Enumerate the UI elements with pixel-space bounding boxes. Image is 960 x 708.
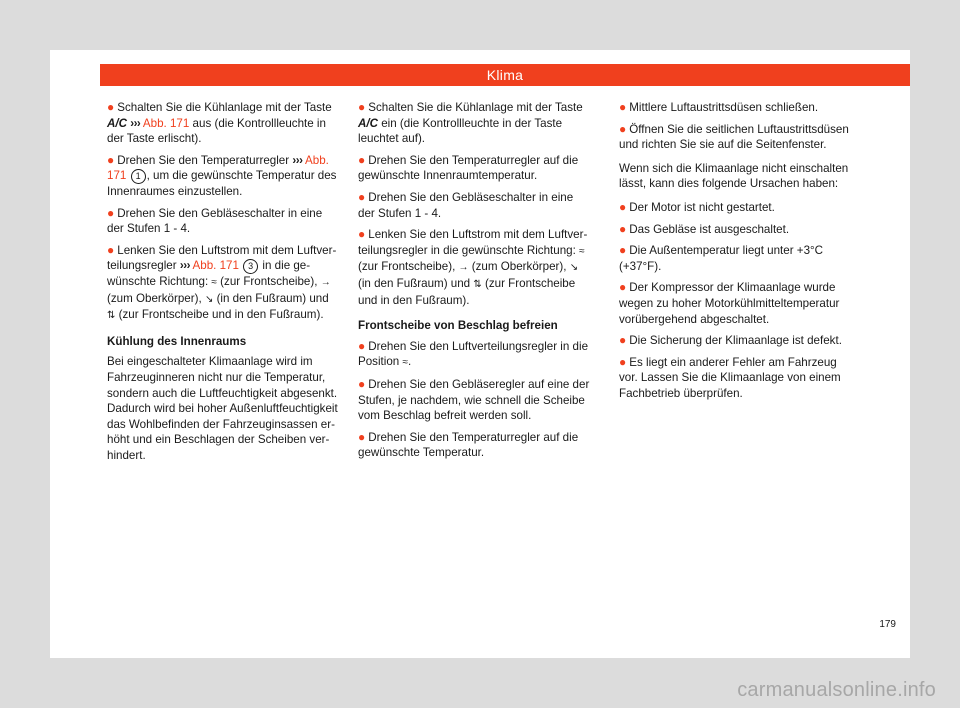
step-airflow: ● Lenken Sie den Luftstrom mit dem Luftverteilungsregler ››› Abb. 171 3 in die gewünschte Richtung: ≈ (zur Frontscheibe), → (zum Oberkörper), ↘ (in den Fußraum) und ⇅ (zur Frontscheibe und in den Fußraum).	[107, 243, 339, 324]
bullet: ●	[619, 100, 627, 114]
manual-page	[50, 50, 910, 658]
troubleshoot-intro: Wenn sich die Klimaanlage nicht einschalten lässt, kann dies folgende Ursachen haben:	[619, 161, 849, 191]
step-open-side-vents: ● Öffnen Sie die seitlichen Luftaustrittsdüsen und richten Sie sie auf die Seitenfenster.	[619, 121, 849, 152]
cause-item: ● Das Gebläse ist ausgeschaltet.	[619, 221, 790, 236]
figure-reference-link[interactable]: Abb. 171	[107, 153, 329, 183]
callout-number: 1	[131, 169, 146, 184]
windshield-footwell-icon: ⇅	[107, 310, 116, 322]
page-number: 179	[879, 619, 896, 630]
bullet: ●	[107, 152, 115, 167]
watermark: carmanualsonline.info	[737, 679, 936, 701]
bullet: ●	[358, 376, 366, 391]
bullet: ●	[358, 152, 366, 167]
paragraph-cooling: Bei eingeschalteter Klimaanlage wird im Fahrzeuginneren nicht nur die Temperatur, sondern auch die Luftfeuchtigkeit abgesenkt. Dadurch wird bei hoher Außenluftfeuchtigkeit das Wohlbefinden der Fahrzeuginsassen erhöht und ein Beschlagen der Scheiben verhindert.	[107, 355, 338, 462]
reference-arrow: ›››	[292, 153, 303, 167]
step-airflow: ● Lenken Sie den Luftstrom mit dem Luftverteilungsregler in die gewünschte Richtung: ≈ (zur Frontscheibe), → (zum Oberkörper), ↘ (in den Fußraum) und ⇅ (zur Frontscheibe und in den Fußraum).	[358, 227, 588, 307]
bullet: ●	[358, 227, 366, 242]
step-temperature: ● Drehen Sie den Temperaturregler auf die gewünschte Innenraumtemperatur.	[358, 152, 579, 183]
upper-body-icon: →	[458, 262, 469, 274]
step-ac-off: ● Schalten Sie die Kühlanlage mit der Taste A/C ››› Abb. 171 aus (die Kontrollleuchte in der Taste erlischt).	[107, 100, 332, 146]
cause-item: ● Die Sicherung der Klimaanlage ist defekt.	[619, 333, 842, 348]
callout-number: 3	[243, 259, 258, 274]
bullet: ●	[107, 242, 115, 257]
reference-arrow: ›››	[179, 259, 190, 273]
windshield-footwell-icon: ⇅	[473, 278, 482, 290]
cause-item: ● Es liegt ein anderer Fehler am Fahrzeug vor. Lassen Sie die Klimaanlage von einem Fachbetrieb überprüfen.	[619, 354, 841, 400]
bullet: ●	[107, 100, 115, 114]
cause-item: ● Der Kompressor der Klimaanlage wurde wegen zu hoher Motorkühlmitteltemperatur vorübergehend abgeschaltet.	[619, 280, 840, 326]
step-close-vents: ● Mittlere Luftaustrittsdüsen schließen.	[619, 100, 819, 114]
cause-item: ● Der Motor ist nicht gestartet.	[619, 199, 775, 214]
subheading-defog: Frontscheibe von Beschlag befreien	[358, 319, 558, 333]
bullet: ●	[107, 205, 115, 220]
step-defog-temperature: ● Drehen Sie den Temperaturregler auf die gewünschte Temperatur.	[358, 429, 579, 460]
footwell-icon: ↘	[569, 262, 579, 274]
step-blower: ● Drehen Sie den Gebläseschalter in eine der Stufen 1 - 4.	[107, 205, 323, 236]
footwell-icon: ↘	[204, 293, 214, 305]
ac-key-label: A/C	[358, 116, 378, 130]
cause-item: ● Die Außentemperatur liegt unter +3°C (+37°F).	[619, 243, 824, 273]
bullet: ●	[358, 338, 366, 353]
step-blower: ● Drehen Sie den Gebläseschalter in eine der Stufen 1 - 4.	[358, 189, 574, 220]
windshield-icon: ≈	[402, 357, 408, 369]
section-header	[100, 64, 910, 86]
windshield-icon: ≈	[579, 245, 585, 257]
bullet: ●	[619, 121, 627, 136]
windshield-icon: ≈	[211, 276, 217, 288]
bullet: ●	[358, 100, 366, 114]
subheading-cooling: Kühlung des Innenraums	[107, 334, 247, 348]
upper-body-icon: →	[320, 276, 331, 288]
step-temperature: ● Drehen Sie den Temperaturregler ››› Abb. 171 1 , um die gewünschte Temperatur des Innenraumes einzustellen.	[107, 152, 337, 198]
column-1	[107, 100, 339, 469]
step-defog-position: ● Drehen Sie den Luftverteilungsregler in die Position ≈.	[358, 339, 590, 371]
ac-key-label: A/C	[107, 116, 127, 130]
reference-arrow: ›››	[130, 116, 141, 130]
bullet: ●	[358, 189, 366, 204]
bullet: ●	[358, 429, 366, 444]
step-defog-blower: ● Drehen Sie den Gebläseregler auf eine der Stufen, je nachdem, wie schnell die Scheibe vom Beschlag befreit werden soll.	[358, 376, 590, 423]
step-ac-on: ● Schalten Sie die Kühlanlage mit der Taste A/C ein (die Kontrollleuchte in der Taste leuchtet auf).	[358, 100, 583, 146]
column-2	[358, 100, 590, 467]
figure-reference-link[interactable]: Abb. 171	[192, 259, 239, 273]
column-3	[619, 100, 851, 408]
section-title: Klima	[486, 67, 524, 83]
figure-reference-link[interactable]: Abb. 171	[142, 116, 190, 130]
